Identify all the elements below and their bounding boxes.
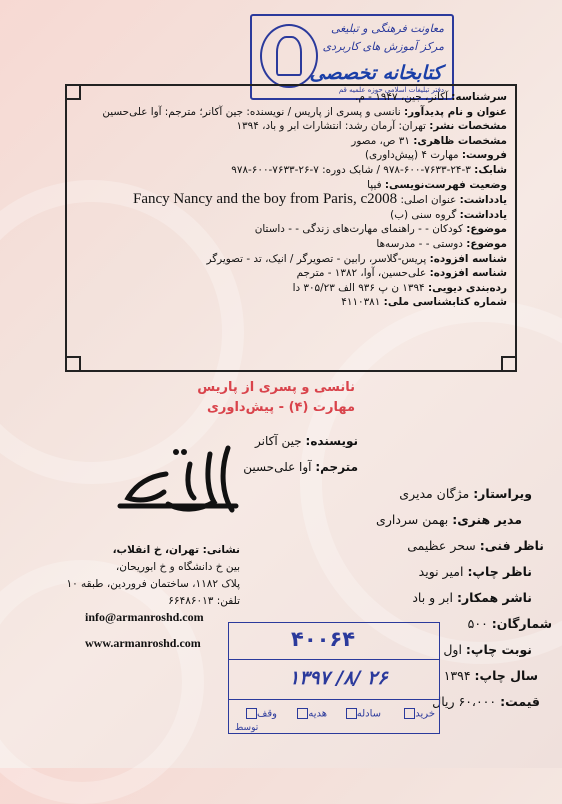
- catalog-label: موضوع:: [466, 223, 507, 236]
- book-title: نانسی و پسری از پاریس: [197, 380, 355, 395]
- stamp-divider: [229, 699, 439, 700]
- catalog-row: [73, 192, 507, 208]
- catalog-value: آکانر، جین، ۱۹۴۷ - م.: [355, 91, 448, 103]
- catalog-value: ۴۱۱۰۳۸۱: [341, 296, 381, 309]
- option-gift: هدیه: [295, 708, 327, 720]
- staff-row: [432, 694, 540, 709]
- staff-value: ۱۳۹۴: [443, 668, 471, 683]
- staff-value: اول: [443, 642, 462, 657]
- registration-stamp: [228, 622, 440, 734]
- staff-row: [407, 538, 544, 553]
- original-title: Fancy Nancy and the boy from Paris, c2008: [133, 191, 398, 208]
- author-name: جین آکانر: [255, 434, 302, 448]
- publisher-email[interactable]: info@armanroshd.com: [85, 610, 204, 624]
- catalog-value: نانسی و پسری از پاریس / نویسنده: جین آکانر؛ مترجم: آوا علی‌حسین: [102, 105, 401, 118]
- staff-value: سحر عظیمی: [407, 538, 476, 553]
- catalog-row: [73, 208, 507, 223]
- staff-label: ناظر چاپ:: [467, 564, 532, 579]
- via-label: توسط: [235, 723, 259, 733]
- staff-value: مژگان مدیری: [399, 486, 470, 501]
- address-line: پلاک ۱۱۸۲، ساختمان فروردین، طبقه ۱۰: [66, 578, 240, 590]
- catalog-value: گروه سنی (ب): [390, 208, 457, 221]
- catalog-row: [73, 178, 507, 193]
- staff-row: [443, 642, 532, 657]
- catalog-value: مهارت ۴ (پیش‌داوری): [364, 149, 459, 162]
- staff-value: بهمن سرداری: [376, 512, 449, 527]
- staff-label: سال چاپ:: [474, 668, 538, 683]
- catalog-row: [73, 252, 507, 267]
- catalog-row: [73, 237, 507, 252]
- staff-row: [444, 668, 538, 683]
- corner-ornament: [501, 356, 517, 372]
- staff-row: [412, 590, 532, 605]
- registration-date: ۱۳۹۷ /۸/ ۲۶: [289, 667, 388, 689]
- catalog-row: [73, 119, 507, 134]
- stamp-divider: [229, 659, 439, 660]
- catalog-label: مشخصات ظاهری:: [413, 134, 507, 147]
- publisher-logo: [110, 440, 245, 522]
- staff-row: [399, 486, 532, 501]
- catalog-label: وضعیت فهرست‌نویسی:: [384, 178, 507, 191]
- translator-label: مترجم:: [315, 460, 358, 474]
- checkbox-icon: [346, 708, 357, 719]
- catalog-value: فیپا: [367, 178, 382, 191]
- stamp-line-3: کتابخانه تخصصی: [309, 62, 442, 84]
- registration-number: ۴۰۰۶۴: [291, 627, 356, 651]
- address-line: بین خ دانشگاه و خ ابوریحان،: [115, 561, 240, 573]
- staff-value: امیر نوید: [418, 564, 464, 579]
- catalog-value: کودکان - - راهنمای مهارت‌های زندگی - - داستان: [254, 223, 463, 236]
- staff-row: [376, 512, 522, 527]
- catalog-row: [73, 163, 507, 178]
- staff-label: ناظر فنی:: [479, 538, 544, 553]
- staff-label: مدیر هنری:: [452, 512, 522, 527]
- catalog-value: عنوان اصلی:: [400, 194, 457, 207]
- translator-name: آوا علی‌حسین: [243, 460, 312, 474]
- catalog-value: ۳۱ ص، مصور: [351, 134, 410, 147]
- staff-row: [468, 616, 552, 631]
- catalog-label: شناسه افزوده:: [429, 252, 507, 265]
- stamp-line-2: مرکز آموزش های کاربردی: [322, 40, 444, 53]
- catalog-label: یادداشت:: [459, 208, 507, 221]
- staff-label: قیمت:: [500, 694, 540, 709]
- catalog-rows: [73, 90, 507, 310]
- address-line: نشانی: تهران، خ انقلاب،: [112, 544, 240, 556]
- catalog-row: [73, 105, 507, 120]
- catalog-label: فروست:: [461, 149, 507, 162]
- publisher-address: [66, 542, 240, 610]
- catalog-row: [73, 134, 507, 149]
- staff-value: ۵۰۰: [467, 616, 488, 631]
- cataloging-box: [65, 84, 517, 372]
- staff-value: ۶۰،۰۰۰ ریال: [432, 694, 497, 709]
- catalog-value: ۳-۲۴-۷۶۳۳-۶۰۰-۹۷۸ / شابک دوره: ۷-۲۶-۷۶۳۳-۶۰۰-۹۷۸: [231, 163, 471, 176]
- catalog-value: دوستی - - مدرسه‌ها: [376, 237, 463, 250]
- staff-label: نوبت چاپ:: [465, 642, 532, 657]
- catalog-label: موضوع:: [466, 237, 507, 250]
- checkbox-icon: [297, 708, 308, 719]
- catalog-row: [73, 281, 507, 296]
- option-endowment: وقف: [244, 708, 277, 720]
- catalog-row: [73, 266, 507, 281]
- staff-value: ابر و باد: [412, 590, 453, 605]
- catalog-label: مشخصات نشر:: [429, 120, 507, 133]
- catalog-row: [73, 148, 507, 163]
- book-series: مهارت (۴) - پیش‌داوری: [206, 400, 355, 415]
- catalog-label: رده‌بندی دیویی:: [427, 281, 507, 294]
- catalog-value: تهران: آرمان رشد: انتشارات ابر و باد، ۱۳۹۴: [236, 120, 426, 133]
- catalog-label: سرشناسه:: [451, 91, 507, 103]
- staff-label: ویراستار:: [473, 486, 532, 501]
- corner-ornament: [65, 356, 81, 372]
- catalog-row: [73, 90, 507, 105]
- catalog-row: [73, 295, 507, 310]
- catalog-label: شماره کتابشناسی ملی:: [383, 296, 507, 309]
- catalog-value: علی‌حسین، آوا، ۱۳۸۲ - مترجم: [296, 267, 427, 280]
- corner-ornament: [65, 84, 81, 100]
- catalog-row: [73, 222, 507, 237]
- catalog-value: پریس-گلاسر، رابین - تصویرگر / انیک، تد - تصویرگر: [206, 252, 427, 265]
- catalog-value: ۱۳۹۴ ن پ ۹۳۶ الف ۳۰۵/۲۳ دا: [292, 281, 425, 294]
- staff-label: ناشر همکار:: [456, 590, 532, 605]
- option-exchange: سادله: [344, 708, 381, 720]
- option-purchase: خرید: [402, 708, 435, 720]
- staff-row: [419, 564, 532, 579]
- catalog-label: شابک:: [474, 163, 507, 176]
- publisher-website[interactable]: www.armanroshd.com: [85, 636, 201, 650]
- catalog-label: عنوان و نام پدیدآور:: [404, 105, 507, 118]
- author-label: نویسنده:: [305, 434, 358, 448]
- checkbox-icon: [404, 708, 415, 719]
- catalog-label: شناسه افزوده:: [429, 267, 507, 280]
- staff-label: شمارگان:: [491, 616, 552, 631]
- stamp-line-1: معاونت فرهنگی و تبلیغی: [330, 22, 444, 35]
- stamp-line-4: دفتر تبلیغات اسلامی حوزه علمیه قم: [338, 86, 444, 94]
- author-credit: [255, 434, 358, 448]
- translator-credit: [243, 460, 358, 474]
- checkbox-icon: [246, 708, 257, 719]
- catalog-label: یادداشت:: [459, 194, 507, 207]
- address-line: تلفن: ۶۶۴۸۶۰۱۳: [168, 595, 240, 607]
